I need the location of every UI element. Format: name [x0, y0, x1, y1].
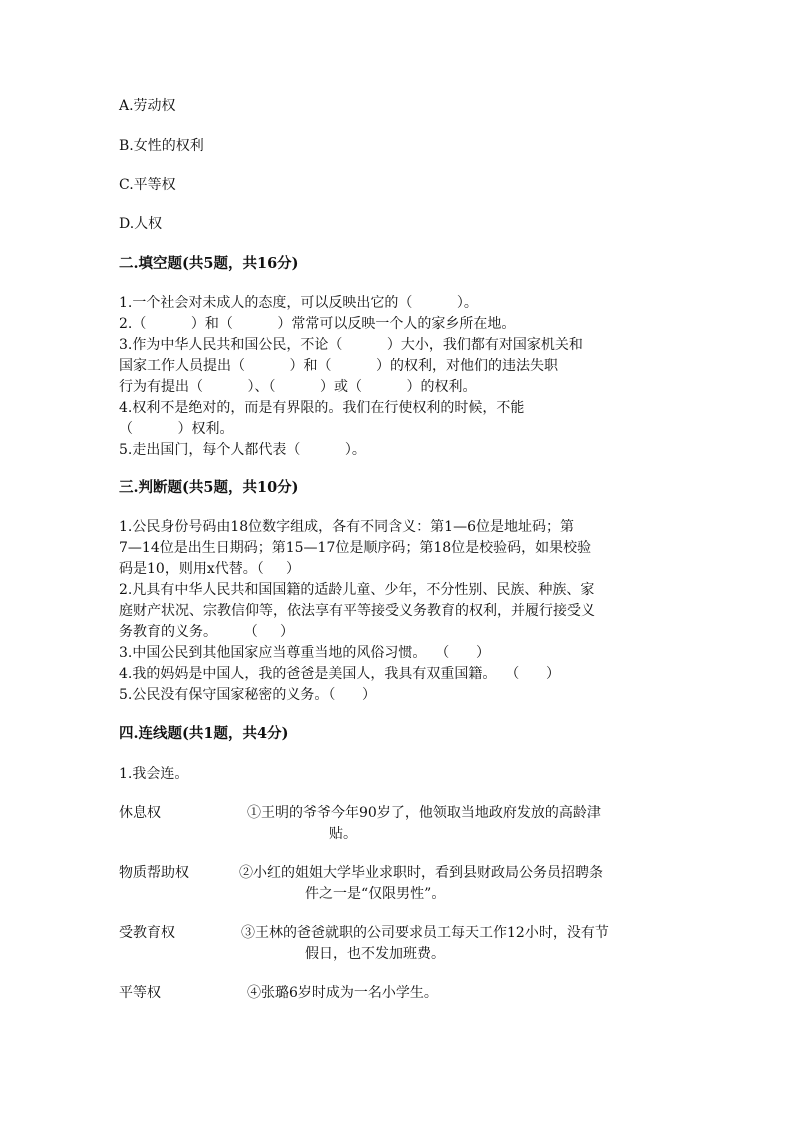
tf-q1-line1: 1.公民身份号码由18位数字组成，各有不同含义：第1—6位是地址码；第 — [119, 519, 574, 535]
tf-q1-line3: 码是10，则用x代替。（ ） — [119, 561, 300, 577]
matching-item-3-line1: ③王林的爸爸就职的公司要求员工每天工作12小时，没有节 — [241, 925, 609, 941]
matching-item-4: ④张璐6岁时成为一名小学生。 — [247, 985, 438, 1001]
tf-q3: 3.中国公民到其他国家应当尊重当地的风俗习惯。 （ ） — [119, 645, 490, 661]
option-a: A.劳动权 — [119, 98, 176, 114]
fill-q2: 2.（ ）和（ ）常常可以反映一个人的家乡所在地。 — [119, 316, 516, 332]
matching-item-1-line1: ①王明的爷爷今年90岁了，他领取当地政府发放的高龄津 — [247, 805, 601, 821]
fill-q1: 1.一个社会对未成人的态度，可以反映出它的（ ）。 — [119, 295, 478, 311]
tf-q1-line2: 7—14位是出生日期码；第15—17位是顺序码；第18位是校验码，如果校验 — [119, 540, 592, 556]
tf-q2-line3: 务教育的义务。 （ ） — [119, 624, 294, 640]
tf-q5: 5.公民没有保守国家秘密的义务。（ ） — [119, 687, 377, 703]
section-heading-true-false: 三.判断题(共5题，共10分) — [119, 479, 299, 496]
fill-q5: 5.走出国门，每个人都代表（ ）。 — [119, 442, 366, 458]
matching-intro: 1.我会连。 — [119, 766, 189, 782]
matching-item-2-line2: 件之一是“仅限男性”。 — [305, 886, 446, 902]
fill-q4-line2: （ ）权利。 — [119, 421, 234, 437]
tf-q4: 4.我的妈妈是中国人，我的爸爸是美国人，我具有双重国籍。 （ ） — [119, 666, 560, 682]
fill-q3-line2: 国家工作人员提出（ ）和（ ）的权利，对他们的违法失职 — [119, 358, 559, 374]
matching-right-education: 受教育权 — [119, 925, 175, 941]
option-c: C.平等权 — [119, 177, 176, 193]
tf-q2-line2: 庭财产状况、宗教信仰等，依法享有平等接受义务教育的权利，并履行接受义 — [119, 603, 595, 619]
matching-item-3-line2: 假日，也不发加班费。 — [305, 946, 445, 962]
matching-right-material-assistance: 物质帮助权 — [119, 865, 189, 881]
matching-right-equality: 平等权 — [119, 985, 161, 1001]
fill-q3-line1: 3.作为中华人民共和国公民，不论（ ）大小，我们都有对国家机关和 — [119, 337, 583, 353]
fill-q3-line3: 行为有提出（ ）、（ ）或（ ）的权利。 — [119, 379, 477, 395]
tf-q2-line1: 2.凡具有中华人民共和国国籍的适龄儿童、少年，不分性别、民族、种族、家 — [119, 582, 595, 598]
fill-q4-line1: 4.权利不是绝对的，而是有界限的。我们在行使权利的时候，不能 — [119, 400, 525, 416]
section-heading-matching: 四.连线题(共1题，共4分) — [119, 725, 289, 742]
matching-item-1-line2: 贴。 — [329, 826, 357, 842]
section-heading-fill-in: 二.填空题(共5题，共16分) — [119, 255, 299, 272]
option-d: D.人权 — [119, 216, 163, 232]
matching-right-rest: 休息权 — [119, 805, 161, 821]
option-b: B.女性的权利 — [119, 138, 204, 154]
matching-item-2-line1: ②小红的姐姐大学毕业求职时，看到县财政局公务员招聘条 — [239, 865, 603, 881]
